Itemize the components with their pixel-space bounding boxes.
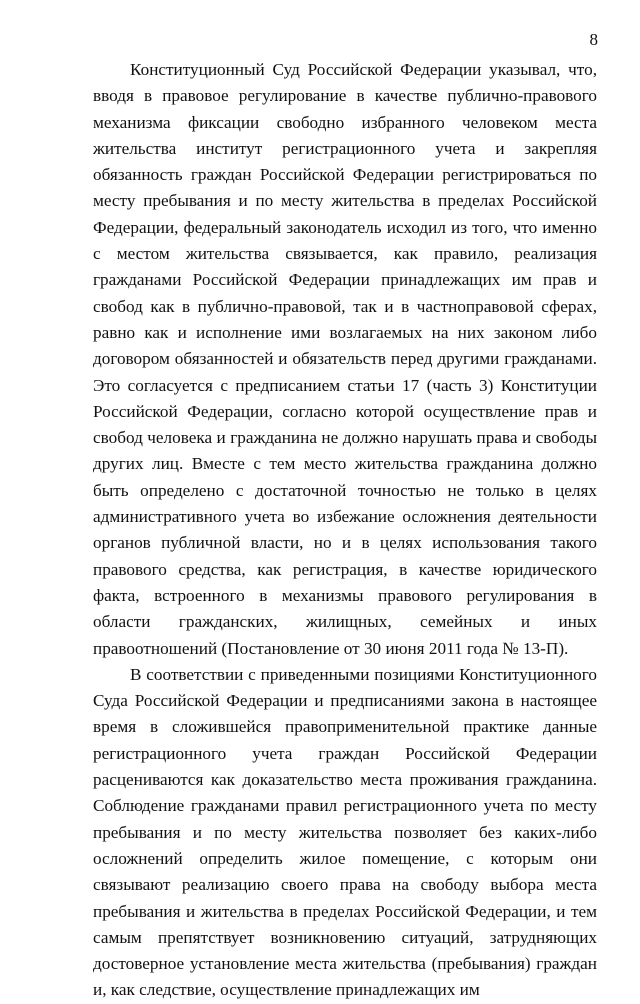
paragraph-constitutional-court-position: Конституционный Суд Российской Федерации указывал, что, вводя в правовое регулирование в качестве публично-правового механизма фиксации свободно избранного человеком места жительства институт регистрационного учета и закрепляя обязанность граждан Российской Федерации регистрироваться по месту пребывания и по месту жительства в пределах Российской Федерации, федеральный законодатель исходил из того, что именно с местом жительства связывается, как правило, реализация гражданами Российской Федерации принадлежащих им прав и свобод как в публично-правовой, так и в частноправовой сферах, равно как и исполнение ими возлагаемых на них законом либо договором обязанностей и обязательств перед другими гражданами. Это согласуется с предписанием статьи 17 (часть 3) Конституции Российской Федерации, согласно которой осуществление прав и свобод человека и гражданина не должно нарушать права и свободы других лиц. Вместе с тем место жительства гражданина должно быть определено с достаточной точностью не только в целях административного учета во избежание осложнения деятельности органов публичной власти, но и в целях использования такого правового средства, как регистрация, в качестве юридического факта, встроенного в механизмы правового регулирования в области гражданских, жилищных, семейных и иных правоотношений (Постановление от 30 июня 2011 года № 13-П).	[93, 60, 597, 658]
page-number: 8	[589, 30, 598, 49]
document-body	[93, 57, 597, 1004]
paragraph-registration-practice: В соответствии с приведенными позициями Конституционного Суда Российской Федерации и предписаниями закона в настоящее время в сложившейся правоприменительной практике данные регистрационного учета граждан Российской Федерации расцениваются как доказательство места проживания гражданина. Соблюдение гражданами правил регистрационного учета по месту пребывания и по месту жительства позволяет без каких-либо осложнений определить жилое помещение, с которым они связывают реализацию своего права на свободу выбора места пребывания и жительства в пределах Российской Федерации, и тем самым препятствует возникновению ситуаций, затрудняющих достоверное установление места жительства (пребывания) граждан и, как следствие, осуществление принадлежащих им	[93, 664, 597, 1000]
